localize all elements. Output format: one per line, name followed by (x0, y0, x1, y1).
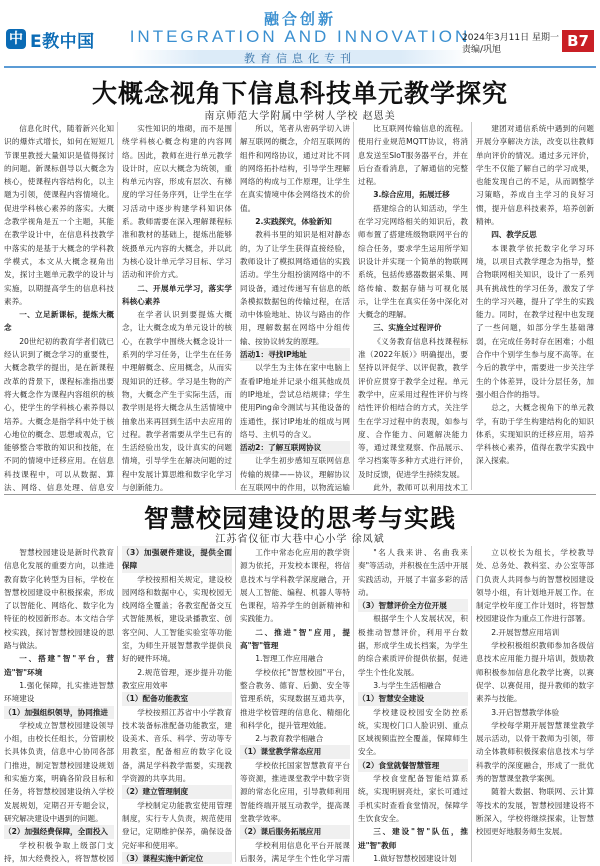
masthead (0, 0, 600, 66)
subsection-heading: （1）配备功能教室 (122, 692, 232, 705)
issue-meta (462, 32, 559, 56)
column-divider (235, 122, 236, 490)
body-paragraph: 2.与教育教学相融合 (255, 734, 324, 744)
body-paragraph: 总之，大概念视角下的单元教学，有助于学生构建结构化的知识体系，实现知识的迁移应用，培养学科核心素养，值得在教学实践中深入探索。 (476, 403, 594, 466)
body-paragraph: 1.智理工作应用融合 (255, 654, 324, 664)
body-paragraph: 信息化时代，随着新兴化知识的爆炸式增长，如何在短短几节课里教授大量知识是值得探讨的问题。新课标倡导以大概念为核心，使课程内容结构化，以主题为引领，使课程内容情境化。促进学科核心素养的落实。大概念教学视角是五一个主题，其能在教学设计中，在信息科技教学中落实的是基于大概念的学科教学模式，本文从大概念视角出发，探讨主题单元教学的设计与实施，以期提高学生的信息科技素养。 (4, 124, 114, 306)
page-editor: 责编/巩旭 (462, 45, 502, 55)
subsection-heading: （3）加强硬件建设，提供全面保障 (122, 546, 232, 573)
body-paragraph: 根据学生个人发展状况，积极推动智慧评价，利用平台数据，形成学生成长档案，为学生的综合素质评价提供依据，促进学生个性化发展。 (358, 614, 468, 677)
subsection-heading: （3）智慧评价全方位开展 (358, 599, 468, 612)
section-heading: 二、开展单元学习，落实学科核心素养 (122, 283, 232, 306)
subsection-heading: （1）加强组织领导，协同推进 (4, 706, 114, 719)
section-heading: 三、建设"智"队伍，推进"智"教师 (358, 827, 468, 850)
masthead-rule (4, 66, 596, 68)
subsection-heading: （1）智慧安全建设 (358, 692, 468, 705)
body-paragraph: 学校积极争取上级部门支持，加大经费投入，将智慧校园 (4, 840, 114, 863)
section-title-en: INTEGRATION AND INNOVATION (129, 27, 471, 46)
column-divider (471, 546, 472, 862)
article1-column-3 (240, 122, 350, 492)
article1-title: 大概念视角下信息科技单元教学探究 (91, 79, 508, 108)
section-heading: 三、实施全过程评价 (373, 323, 442, 333)
body-paragraph: 学校按照江苏省中小学教育技术装备标准配备功能教室，建设美术、音乐、科学、劳动等专用教室，配备相应的数字化设备，满足学科教学需要，实现教学资源的共享共用。 (122, 707, 232, 784)
column-divider (117, 546, 118, 862)
logo-text: E教中国 (30, 31, 95, 52)
column-divider (235, 546, 236, 862)
body-paragraph: 实性知识的堆砌，而不是围绕学科核心概念构建的内容网络。因此，教师在进行单元教学设计时，应以大概念为统领，重构单元内容，形成有层次、有梯度的学习任务序列，让学生在学习活动中逐步构建学科知识体系。教师需要在深入理解课程标准和教材的基础上，提炼出能够统摄单元内容的大概念，并以此为核心设计单元学习目标、学习活动和评价方式。 (122, 124, 232, 280)
body-paragraph: 学校依托"智慧校园"平台，整合教务、德育、后勤、安全等管理系统，实现数据互通共享，推进学校管理的信息化、精细化和科学化，提升管理效能。 (240, 667, 350, 730)
body-paragraph: 在学者认识到要提炼大概念，让大概念成为单元设计的核心，在教学中围绕大概念设计一系列的学习任务，让学生在任务中理解概念、应用概念，从而实现知识的迁移。学习是生物的产物，大概念产生于实际生活，而教学则是将大概念从生活情境中抽象出来再回到生活中去应用的过程。教学者需要从学生已有的生活经验出发，设计真实的问题情境，引导学生在解决问题的过程中发展计算思维和数字化学习与创新能力。 (122, 310, 232, 492)
section-heading: 2.实践探究，体验新知 (255, 217, 332, 227)
article2-column-5 (476, 546, 594, 864)
body-paragraph: 比互联网传输信息的流程。使用行业规范MQTT协议，将消息发送至SIoT服务器平台，并在后台查看消息，了解通信的完整过程。 (358, 124, 468, 187)
article1-column-1 (4, 122, 114, 492)
column-divider (471, 122, 472, 490)
body-paragraph: 20世纪初的教育学者们就已经认识到了概念学习的重要性，大概念教学的提出，是在新课程改革的背景下，课程标准指出要将大概念作为课程内容组织的核心，使学生的学科核心素养得以培养。大概念是指学科中处于核心地位的概念、思想或观点，它能够整合零散的知识和技能，在不同的情境中迁移应用。在信息科技课程中，可以从数据、算法、网络、信息处理、信息安 (4, 336, 114, 492)
article2-column-3 (240, 546, 350, 864)
body-paragraph: 搭建综合的认知活动，学生在学习完网络相关的知识后，教师布置了搭建班级物联网平台的综合任务，要求学生运用所学知识设计并实现一个简单的物联网系统，包括传感器数据采集、网络传输、数据存储与可视化展示，让学生在真实任务中深化对大概念的理解。 (358, 203, 468, 320)
body-paragraph: 2.开展智慧应用培训 (491, 627, 560, 637)
body-paragraph: 学校积极组织教师参加各级信息技术应用能力提升培训，鼓励教师积极参加信息化教学比赛，以赛促学、以赛促用，提升教师的数字素养与技能。 (476, 641, 594, 704)
body-paragraph: 让学生初步感知互联网信息传输的规律——协议，理解协议在互联网中的作用，以物流运输 (240, 456, 350, 492)
section-heading: 3.综合应用，拓展迁移 (373, 190, 450, 200)
body-paragraph: 工作中常态化应用的教学资源为依托，开发校本课程，将信息技术与学科教学深度融合，开展人工智能、编程、机器人等特色课程，培养学生的创新精神和实践能力。 (240, 548, 350, 624)
section-title-cn: 融合创新 (263, 10, 336, 28)
article1-column-2 (122, 122, 232, 492)
subsection-heading: （2）课后服务拓展应用 (240, 825, 350, 838)
body-paragraph: 3.开启智慧教学体验 (491, 707, 560, 717)
column-divider (353, 122, 354, 490)
section-heading: 四、教学反思 (491, 230, 537, 240)
subsection-heading: （3）课程实施中新定位 (122, 852, 232, 864)
article2-title: 智慧校园建设的思考与实践 (143, 504, 456, 533)
subsection-heading: （2）食堂就餐智慧管理 (358, 759, 468, 772)
article1-column-4 (358, 122, 468, 492)
logo-mark: 中 (6, 29, 26, 49)
article-separator (4, 494, 596, 495)
subsection-heading: （2）加强经费保障，全面投入 (4, 825, 114, 838)
body-paragraph: 2.规范管理，逐步提升功能教室应用效率 (122, 667, 232, 690)
body-paragraph: 本课教学依托数字化学习环境，以项目式教学理念为指导，整合物联网相关知识，设计了一系列具有挑战性的学习任务，激发了学生的学习兴趣，提升了学生的实践能力。同时，在教学过程中也发现了一些问题，如部分学生基础薄弱，在完成任务时存在困难；小组合作中个别学生参与度不高等。在今后的教学中，需要进一步关注学生的个体差异，设计分层任务，加强小组合作的指导。 (476, 243, 594, 399)
body-paragraph: 学校每学期开展智慧课堂教学展示活动，以骨干教师为引领，带动全体教师积极探索信息技术与学科教学的深度融合，形成了一批优秀的智慧课堂教学案例。 (476, 720, 594, 784)
article2-column-4 (358, 546, 468, 864)
body-paragraph: 所以，笔者从密码学切入讲解互联网的概念，介绍互联网的组件和网络协议，通过对比不同的网络拓扑结构，引导学生理解网络的构成与工作原理，让学生在真实情境中体会网络技术的价值。 (240, 124, 350, 213)
column-divider (117, 122, 118, 490)
body-paragraph: 此外，教师可以利用技术工 (373, 483, 468, 492)
article2-column-1 (4, 546, 114, 864)
body-paragraph: "名人我来讲、名曲我来奏"等活动，并积极在生活中开展实践活动，开展了丰富多彩的活动。 (358, 548, 468, 597)
subsection-heading: （2）建立管理制度 (122, 785, 232, 798)
column-divider (353, 546, 354, 862)
body-paragraph: 以学生为主体在家中电脑上查看IP地址并记录小组其他成员的IP地址，尝试总结规律；学生使用Ping命令测试与其他设备的连通性，探讨IP地址的组成与网络号、主机号的含义。 (240, 363, 350, 439)
body-paragraph: 1.做好智慧校园建设计划 (373, 853, 457, 863)
body-paragraph: 学校依托国家智慧教育平台等资源，推进课堂教学中数字资源的常态化应用，引导教师利用智能终端开展互动教学，提高课堂教学效率。 (240, 760, 350, 823)
subsection-heading: 活动2：了解互联网协议 (240, 441, 350, 454)
subsection-heading: 活动1：寻找IP地址 (240, 348, 350, 361)
section-subtitle: 教育信息化专刊 (244, 52, 356, 65)
article2-column-2 (122, 546, 232, 864)
body-paragraph: 学校制定功能教室使用管理制度，实行专人负责，规范使用登记，定期维护保养，确保设备完好率和使用率。 (122, 800, 232, 850)
body-paragraph: 学校建设校园安全防控系统，实现校门口人脸识别、重点区域视频监控全覆盖，保障师生安全。 (358, 707, 468, 757)
body-paragraph: 《义务教育信息科技课程标准（2022年版）》明确提出，要坚持以评促学、以评促教，教学评价应贯穿于教学全过程。单元教学中，应采用过程性评价与终结性评价相结合的方式，关注学生在学习过程中的表现，如参与度、合作能力、问题解决能力等，通过课堂观察、作品展示、学习档案等多种方式进行评价，及时反馈，促进学生持续发展。 (358, 336, 468, 479)
section-heading: 一、立足新课标，提炼大概念 (4, 310, 114, 333)
body-paragraph: 1.强化保障，扎实推进智慧环境建设 (4, 680, 114, 704)
subsection-heading: （1）课堂教学常态应用 (240, 745, 350, 758)
body-paragraph: 立以校长为组长，学校教导处、总务处、教科室、办公室等部门负责人共同参与的智慧校园建设领导小组，有计划地开展工作。在制定学校年度工作计划时，将智慧校园建设作为重点工作进行部署。 (476, 548, 594, 624)
body-paragraph: 随着大数据、物联网、云计算等技术的发展，智慧校园建设将不断深入，学校将继续探索，让智慧校园更好地服务师生发展。 (476, 787, 594, 837)
section-heading: 二、推进"智"应用，提高"智"管理 (240, 627, 350, 651)
page-number: B7 (562, 30, 594, 52)
body-paragraph: 建团对通信系统中遇到的问题开展分享解决方法，改变以往教师单向评价的情况。通过多元评价，学生不仅能了解自己的学习成果，也能发现自己的不足，从而调整学习策略，养成自主学习的良好习惯，提升信息科技素养，培养创新精神。 (476, 124, 594, 227)
section-heading: 一、搭建"智"平台，营造"智"环境 (4, 654, 114, 677)
article1-column-5 (476, 122, 594, 492)
body-paragraph: 学校食堂配备智能结算系统，实现明厨亮灶，家长可通过手机实时查看食堂情况，保障学生饮食安全。 (358, 774, 468, 823)
body-paragraph: 学校利用信息化平台开展课后服务，满足学生个性化学习需 (240, 840, 350, 863)
issue-date: 2024年3月11日 星期一 (462, 33, 559, 43)
body-paragraph: 学校按照相关规定，建设校园网络和数据中心，实现校园无线网络全覆盖；各教室配备交互式智能黑板，建设录播教室、创客空间、人工智能实验室等功能室，为师生开展智慧教学提供良好的硬件环境。 (122, 574, 232, 664)
body-paragraph: 3.与学生生活相融合 (373, 680, 442, 690)
body-paragraph: 教科书里的知识是相对静态的，为了让学生获得直接经验，教师设计了模拟网络通信的实践活动。学生分组扮演网络中的不同设备，通过传递写有信息的纸条模拟数据包的传输过程，在活动中体验地址、协议与路由的作用，理解数据在网络中分组传输、按协议转发的原理。 (240, 230, 350, 346)
article2-byline: 江苏省仪征市大巷中心小学 徐凤斌 (215, 534, 385, 545)
body-paragraph: 智慧校园建设是新时代教育信息化发展的重要方向，以推进教育数字化转型为目标，学校在智慧校园建设中积极探索，形成了以智能化、网络化、数字化为特征的校园新形态。本文结合学校实践，探讨智慧校园建设的思路与做法。 (4, 548, 114, 651)
body-paragraph: 学校成立智慧校园建设领导小组，由校长任组长，分管副校长具体负责，信息中心协同各部门推进，制定智慧校园建设规划和实施方案，明确各阶段目标和任务，将智慧校园建设纳入学校发展规划，定期召开专题会议，研究解决建设中遇到的问题。 (4, 720, 114, 823)
article1-byline: 南京师范大学附属中学树人学校 赵恩美 (204, 111, 396, 122)
